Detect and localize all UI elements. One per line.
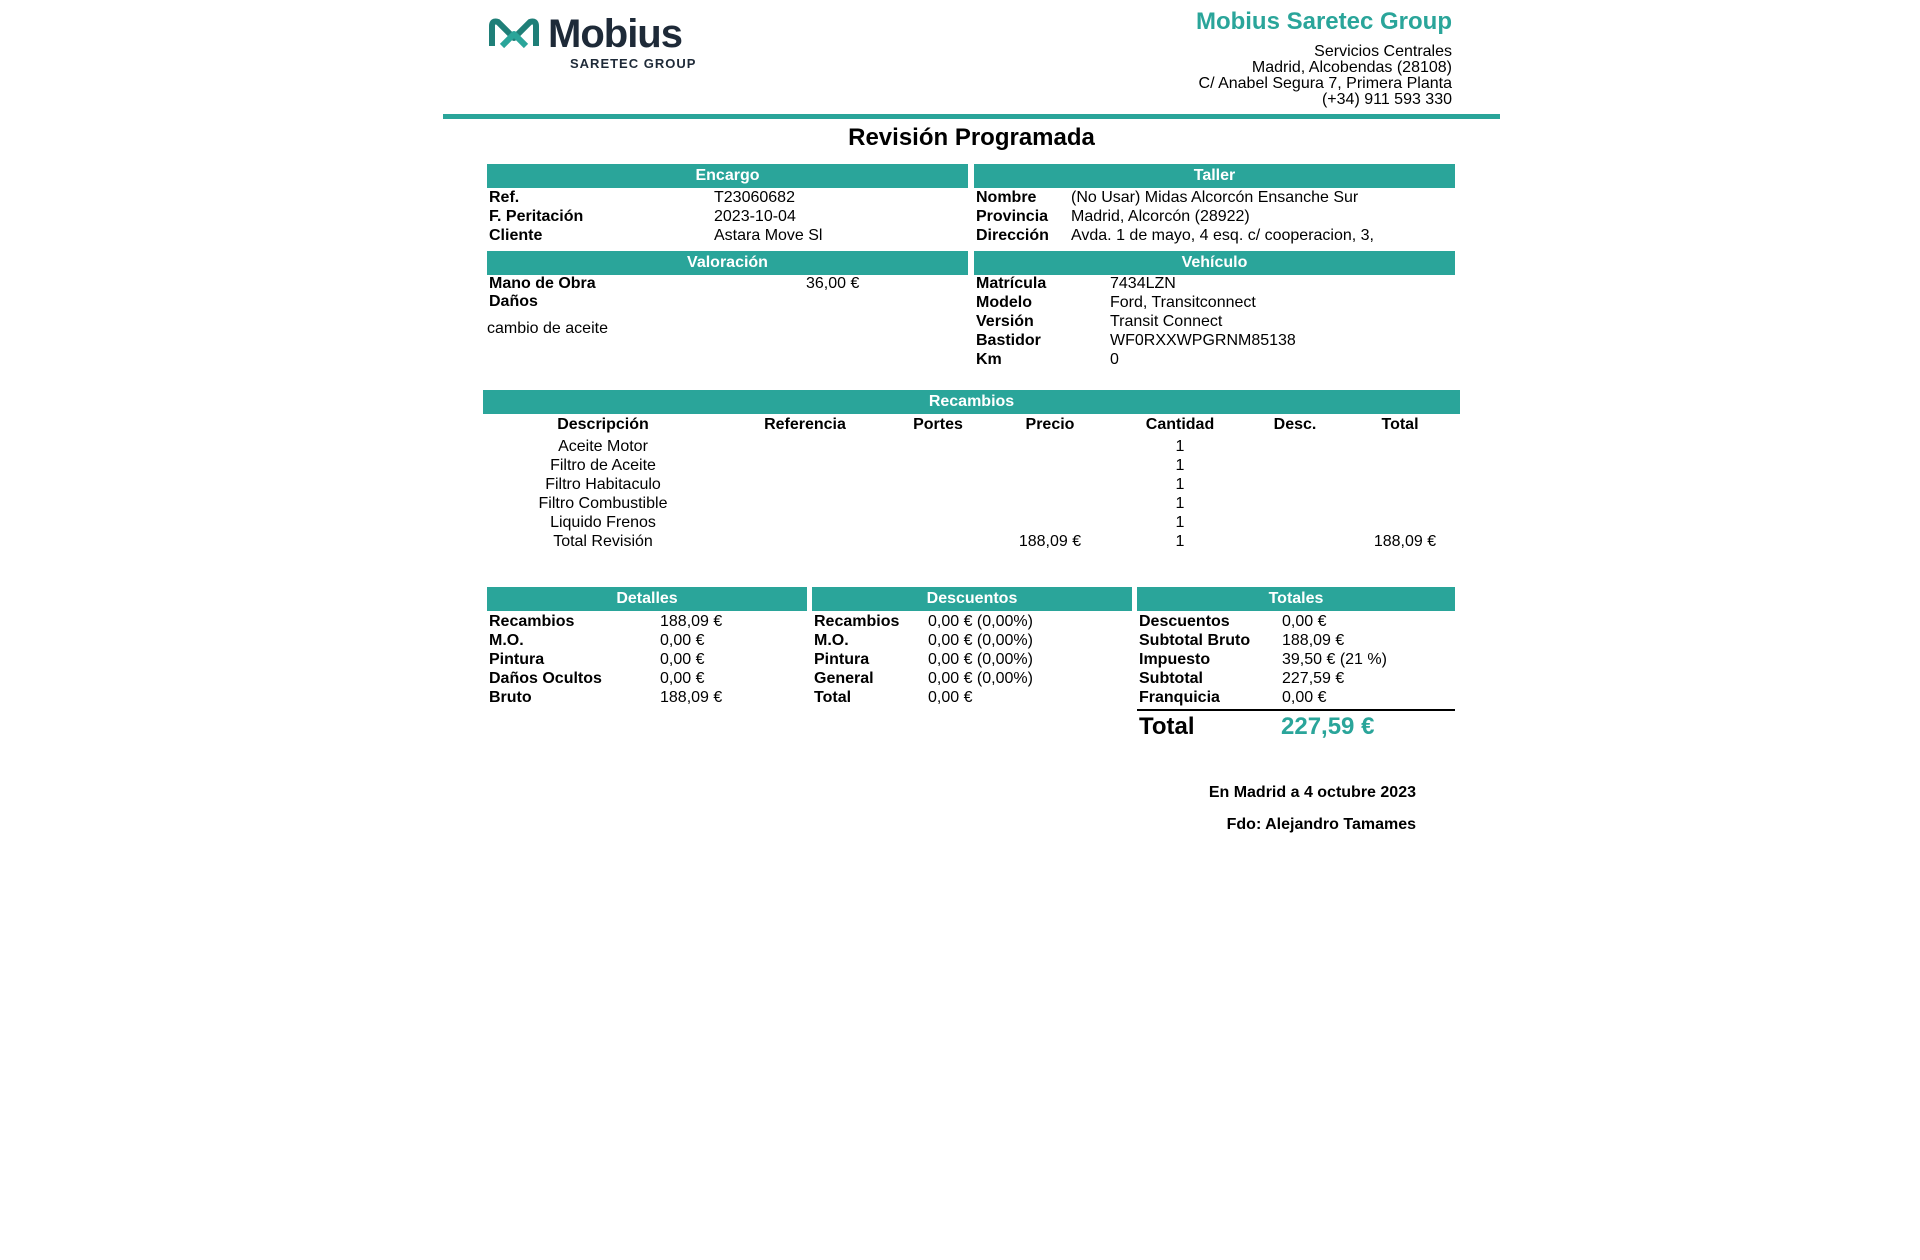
field-label: Provincia <box>976 208 1049 225</box>
field-label: Ref. <box>489 189 520 206</box>
table-cell-cantidad: 1 <box>1175 514 1185 531</box>
table-cell-descripcion: Filtro Combustible <box>538 495 668 512</box>
vehiculo-heading: Vehículo <box>974 251 1455 275</box>
field-value: 39,50 € (21 %) <box>1282 651 1387 668</box>
field-label: Daños Ocultos <box>489 670 602 687</box>
field-label: Bruto <box>489 689 532 706</box>
table-cell-cantidad: 1 <box>1175 438 1185 455</box>
column-header: Precio <box>1025 416 1075 433</box>
mobius-logo-icon <box>488 16 540 52</box>
table-cell-descripcion: Filtro de Aceite <box>550 457 656 474</box>
field-value: Ford, Transitconnect <box>1110 294 1256 311</box>
place-date: En Madrid a 4 octubre 2023 <box>1208 784 1416 801</box>
column-header: Portes <box>913 416 963 433</box>
mano-obra-value: 36,00 € <box>806 275 860 292</box>
grand-total-label: Total <box>1139 713 1195 740</box>
column-header: Referencia <box>764 416 846 433</box>
field-value: 0,00 € (0,00%) <box>928 613 1033 630</box>
field-label: Recambios <box>814 613 900 630</box>
totales-divider <box>1137 709 1455 711</box>
field-value: 227,59 € <box>1282 670 1345 687</box>
table-cell-cantidad: 1 <box>1175 495 1185 512</box>
table-cell-descripcion: Total Revisión <box>553 533 653 550</box>
field-value: 0,00 € <box>660 632 705 649</box>
table-cell-descripcion: Liquido Frenos <box>550 514 656 531</box>
field-value: 188,09 € <box>660 689 723 706</box>
taller-heading: Taller <box>974 164 1455 188</box>
field-label: Impuesto <box>1139 651 1211 668</box>
company-name: Mobius Saretec Group <box>1195 8 1452 35</box>
address-line: C/ Anabel Segura 7, Primera Planta <box>1198 75 1452 92</box>
logo <box>488 12 708 72</box>
field-value: 0,00 € <box>1282 613 1327 630</box>
recambios-heading: Recambios <box>483 390 1460 414</box>
field-value: 0,00 € (0,00%) <box>928 670 1033 687</box>
encargo-heading: Encargo <box>487 164 968 188</box>
signature: Fdo: Alejandro Tamames <box>1226 816 1416 833</box>
field-value: 0,00 € <box>660 670 705 687</box>
field-value: 0,00 € <box>928 689 973 706</box>
grand-total-value: 227,59 € <box>1281 713 1375 740</box>
encargo-row <box>489 207 583 226</box>
totales-heading: Totales <box>1137 587 1455 611</box>
encargo-row <box>489 188 519 207</box>
field-label: Descuentos <box>1139 613 1230 630</box>
field-label: Versión <box>976 313 1034 330</box>
field-value: Avda. 1 de mayo, 4 esq. c/ cooperacion, 3, <box>1071 227 1374 244</box>
field-label: Matrícula <box>976 275 1047 292</box>
field-label: Modelo <box>976 294 1032 311</box>
field-label: Km <box>976 351 1002 368</box>
field-label: Cliente <box>489 227 543 244</box>
field-label: Dirección <box>976 227 1049 244</box>
danos-text: cambio de aceite <box>487 320 608 337</box>
field-value: WF0RXXWPGRNM85138 <box>1110 332 1296 349</box>
field-label: F. Peritación <box>489 208 584 225</box>
address-line: (+34) 911 593 330 <box>1321 91 1452 108</box>
field-label: M.O. <box>814 632 849 649</box>
field-value: Madrid, Alcorcón (28922) <box>1071 208 1250 225</box>
encargo-row <box>489 226 542 245</box>
field-label: General <box>814 670 874 687</box>
field-value: 7434LZN <box>1110 275 1176 292</box>
field-label: Recambios <box>489 613 575 630</box>
field-value: 188,09 € <box>1282 632 1345 649</box>
page-title: Revisión Programada <box>848 124 1095 151</box>
descuentos-heading: Descuentos <box>812 587 1132 611</box>
danos-label: Daños <box>489 293 538 310</box>
company-address <box>1052 44 1452 108</box>
column-header: Total <box>1381 416 1419 433</box>
field-label: Subtotal Bruto <box>1139 632 1251 649</box>
field-label: Nombre <box>976 189 1037 206</box>
field-value: 0,00 € <box>1282 689 1327 706</box>
field-label: Subtotal <box>1139 670 1203 687</box>
table-cell-cantidad: 1 <box>1175 533 1185 550</box>
field-value: T23060682 <box>714 189 795 206</box>
field-label: M.O. <box>489 632 524 649</box>
field-label: Franquicia <box>1139 689 1220 706</box>
field-value: 0,00 € (0,00%) <box>928 651 1033 668</box>
field-label: Total <box>814 689 852 706</box>
logo-word: Mobius <box>548 12 682 56</box>
field-value: 188,09 € <box>660 613 723 630</box>
logo-subtitle: SARETEC GROUP <box>570 56 697 71</box>
column-header: Descripción <box>557 416 649 433</box>
table-cell-total: 188,09 € <box>1373 533 1437 550</box>
table-cell-cantidad: 1 <box>1175 457 1185 474</box>
field-value: 0,00 € <box>660 651 705 668</box>
mano-obra-label: Mano de Obra <box>489 275 596 292</box>
column-header: Desc. <box>1273 416 1317 433</box>
field-label: Pintura <box>814 651 870 668</box>
field-value: (No Usar) Midas Alcorcón Ensanche Sur <box>1071 189 1359 206</box>
table-cell-precio: 188,09 € <box>1018 533 1082 550</box>
address-line: Servicios Centrales <box>1314 43 1452 60</box>
field-label: Bastidor <box>976 332 1041 349</box>
table-cell-descripcion: Aceite Motor <box>558 438 648 455</box>
field-value: 0,00 € (0,00%) <box>928 632 1033 649</box>
field-value: 2023-10-04 <box>714 208 796 225</box>
field-value: 0 <box>1110 351 1119 368</box>
column-header: Cantidad <box>1145 416 1215 433</box>
address-line: Madrid, Alcobendas (28108) <box>1251 59 1452 76</box>
field-label: Pintura <box>489 651 545 668</box>
table-cell-descripcion: Filtro Habitaculo <box>545 476 661 493</box>
valoracion-heading: Valoración <box>487 251 968 275</box>
field-value: Astara Move Sl <box>714 227 823 244</box>
field-value: Transit Connect <box>1110 313 1223 330</box>
header-divider <box>443 114 1500 119</box>
table-cell-cantidad: 1 <box>1175 476 1185 493</box>
detalles-heading: Detalles <box>487 587 807 611</box>
